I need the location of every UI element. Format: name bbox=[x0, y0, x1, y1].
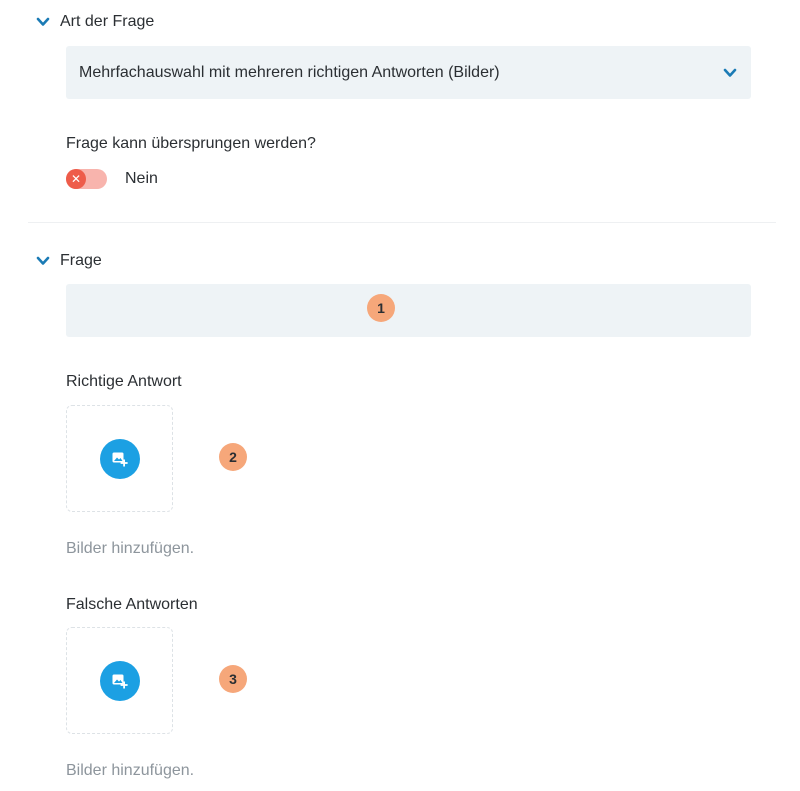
correct-answer-label: Richtige Antwort bbox=[66, 373, 182, 390]
close-icon: ✕ bbox=[66, 169, 86, 189]
wrong-answers-dropzone[interactable] bbox=[66, 627, 173, 734]
step-badge-2: 2 bbox=[219, 443, 247, 471]
section-title-question-type: Art der Frage bbox=[60, 13, 155, 30]
chevron-down-icon[interactable] bbox=[36, 15, 50, 29]
question-type-selected-value: Mehrfachauswahl mit mehreren richtigen Antworten (Bilder) bbox=[79, 63, 500, 81]
wrong-answers-label: Falsche Antworten bbox=[66, 596, 198, 613]
chevron-down-icon bbox=[723, 66, 737, 80]
skippable-label: Frage kann übersprungen werden? bbox=[66, 135, 316, 152]
correct-answer-hint: Bilder hinzufügen. bbox=[66, 540, 195, 557]
add-image-button-correct[interactable] bbox=[100, 439, 140, 479]
add-image-icon bbox=[110, 449, 130, 469]
correct-answer-dropzone[interactable] bbox=[66, 405, 173, 512]
skippable-toggle[interactable] bbox=[66, 169, 107, 189]
question-input[interactable] bbox=[66, 284, 751, 337]
wrong-answers-hint: Bilder hinzufügen. bbox=[66, 762, 195, 779]
section-header-question[interactable] bbox=[36, 252, 102, 270]
skippable-toggle-row bbox=[66, 169, 158, 189]
section-title-question: Frage bbox=[60, 252, 102, 269]
add-image-button-wrong[interactable] bbox=[100, 661, 140, 701]
add-image-icon bbox=[110, 671, 130, 691]
section-header-question-type[interactable] bbox=[36, 13, 154, 31]
step-badge-1: 1 bbox=[367, 294, 395, 322]
step-badge-3: 3 bbox=[219, 665, 247, 693]
skippable-toggle-state: Nein bbox=[125, 170, 158, 187]
question-type-select[interactable] bbox=[66, 46, 751, 99]
chevron-down-icon[interactable] bbox=[36, 254, 50, 268]
section-divider bbox=[28, 222, 776, 223]
